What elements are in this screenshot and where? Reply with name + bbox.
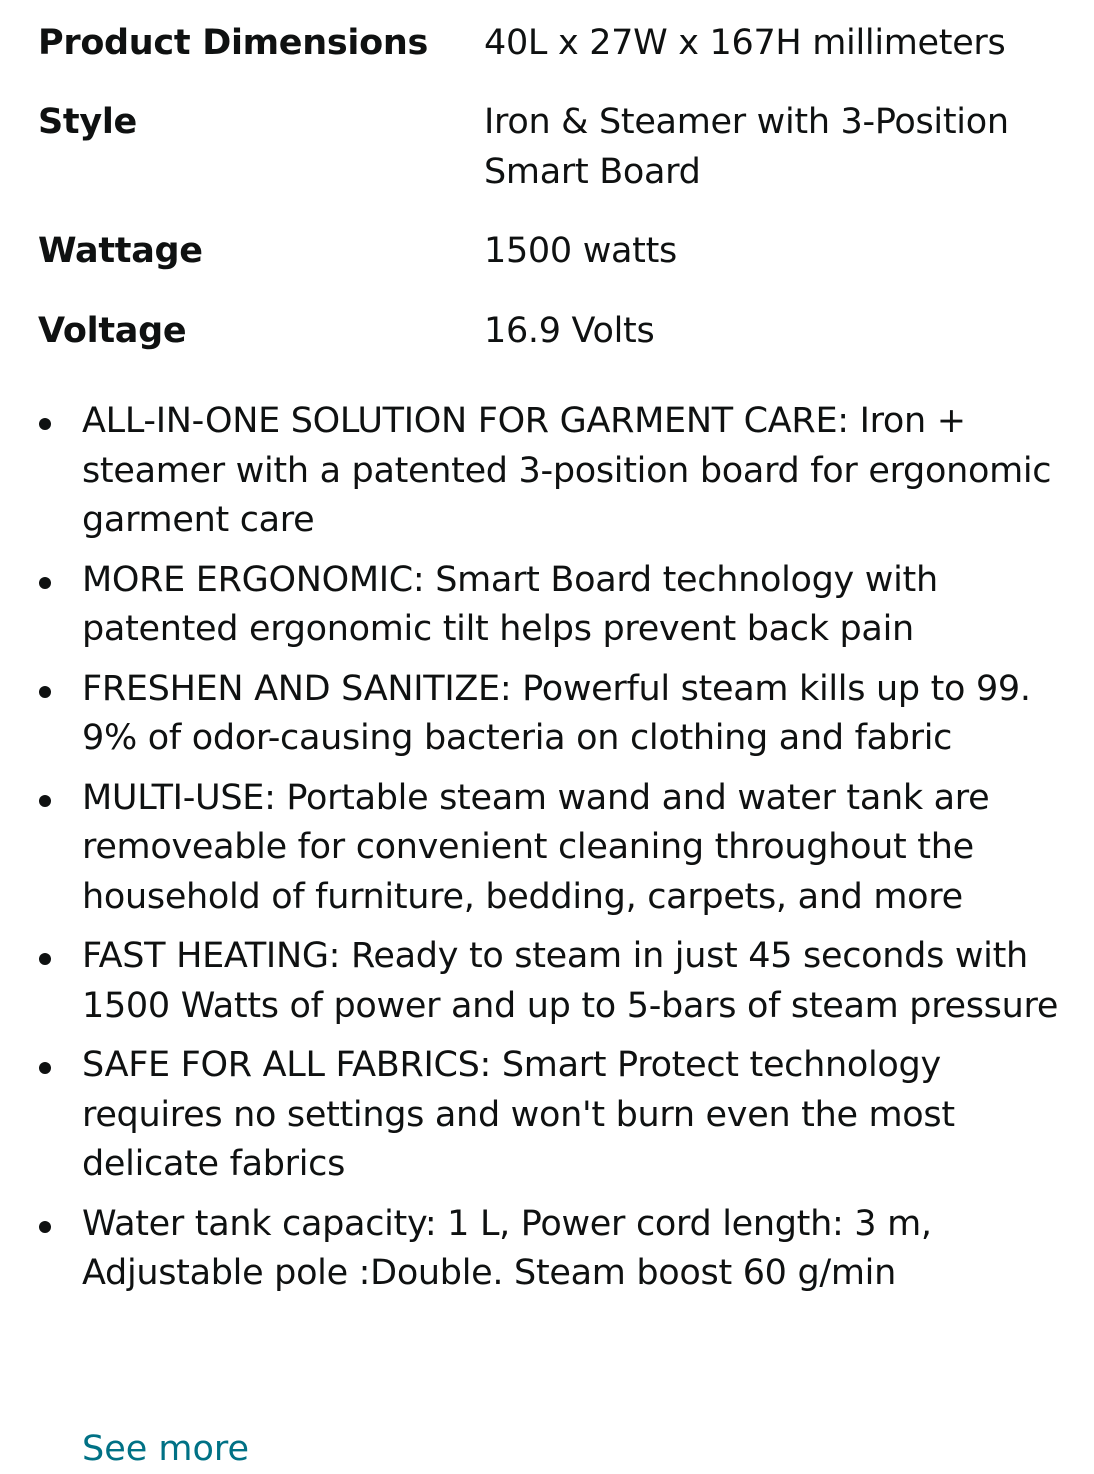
feature-bullet bbox=[0, 397, 1094, 546]
feature-bullet bbox=[0, 556, 1094, 655]
spec-label: Wattage bbox=[38, 231, 203, 271]
spec-row-style bbox=[38, 97, 1068, 197]
spec-label: Voltage bbox=[38, 311, 187, 351]
spec-value: Iron & Steamer with 3-Position Smart Board bbox=[484, 102, 1009, 192]
spec-row-wattage bbox=[38, 226, 1068, 276]
feature-bullet bbox=[0, 932, 1094, 1031]
product-specs-table bbox=[38, 18, 1068, 356]
feature-bullet bbox=[0, 1041, 1094, 1190]
feature-bullet-text: FAST HEATING: Ready to steam in just 45 seconds with 1500 Watts of power and up to 5-bars of steam pressure bbox=[82, 936, 1059, 1026]
feature-bullet-text: MULTI-USE: Portable steam wand and water tank are removeable for convenient cleaning throughout the household of furniture, bedding, carpets, and more bbox=[82, 777, 990, 917]
see-more-link[interactable]: See more bbox=[82, 1429, 250, 1469]
feature-bullet bbox=[0, 1200, 1094, 1299]
feature-bullet-text: MORE ERGONOMIC: Smart Board technology with patented ergonomic tilt helps prevent back pain bbox=[82, 559, 938, 649]
feature-bullet bbox=[0, 665, 1094, 764]
bullet-dot-icon bbox=[39, 577, 51, 589]
spec-value: 40L x 27W x 167H millimeters bbox=[484, 23, 1006, 63]
spec-row-voltage bbox=[38, 306, 1068, 356]
feature-bullet bbox=[0, 774, 1094, 923]
spec-label: Product Dimensions bbox=[38, 23, 428, 63]
spec-value: 1500 watts bbox=[484, 231, 677, 271]
feature-bullet-text: ALL-IN-ONE SOLUTION FOR GARMENT CARE: Iron + steamer with a patented 3-position board for ergonomic garment care bbox=[82, 401, 1052, 540]
feature-bullet-text: FRESHEN AND SANITIZE: Powerful steam kills up to 99. 9% of odor-causing bacteria on clothing and fabric bbox=[82, 668, 1031, 758]
bullet-dot-icon bbox=[39, 953, 51, 965]
bullet-dot-icon bbox=[39, 795, 51, 807]
bullet-dot-icon bbox=[39, 1221, 51, 1233]
bullet-dot-icon bbox=[39, 1062, 51, 1074]
spec-label: Style bbox=[38, 102, 137, 142]
feature-bullet-text: Water tank capacity: 1 L, Power cord length: 3 m, Adjustable pole :Double. Steam boost 60 g/min bbox=[82, 1203, 932, 1293]
feature-bullet-text: SAFE FOR ALL FABRICS: Smart Protect technology requires no settings and won't burn even the most delicate fabrics bbox=[82, 1045, 955, 1184]
spec-row-product-dimensions bbox=[38, 18, 1068, 68]
feature-bullet-list bbox=[0, 397, 1094, 1309]
bullet-dot-icon bbox=[39, 418, 51, 430]
spec-value: 16.9 Volts bbox=[484, 311, 655, 351]
bullet-dot-icon bbox=[39, 686, 51, 698]
